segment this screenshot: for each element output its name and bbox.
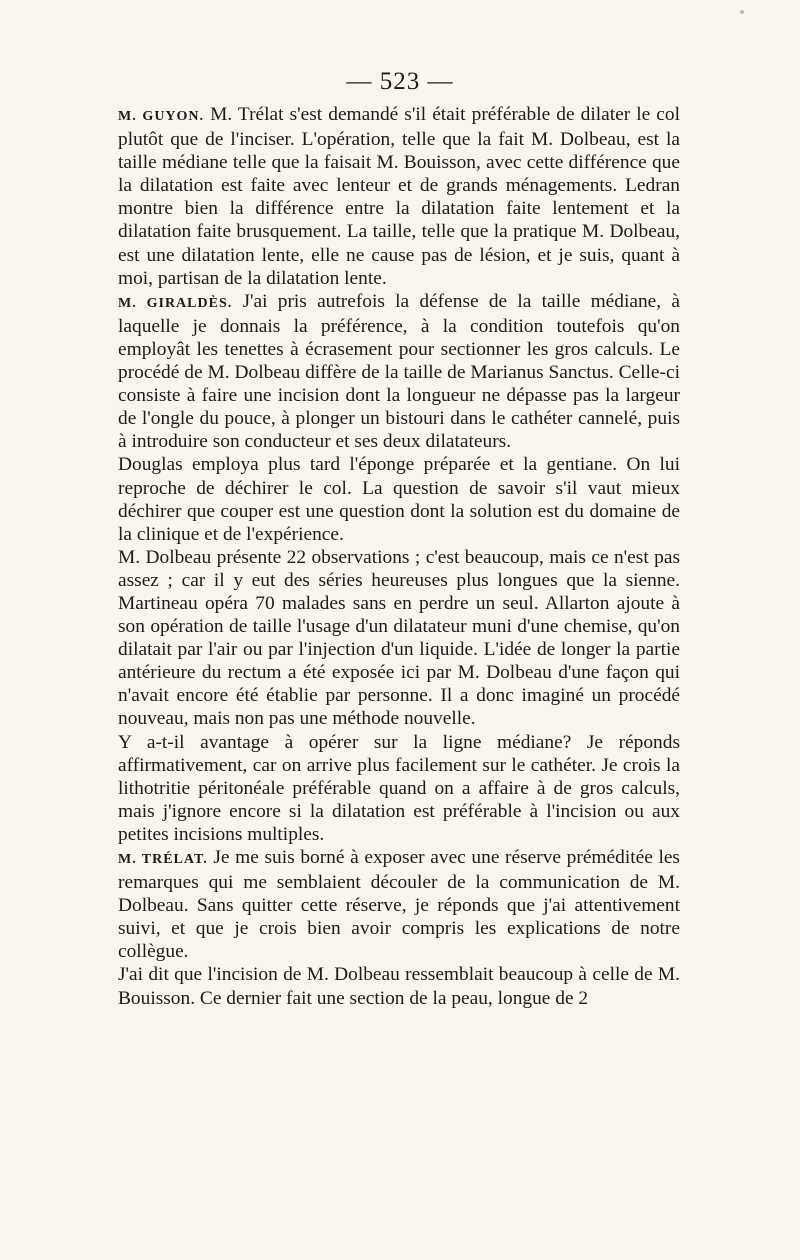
paragraph-text: J'ai pris autrefois la défense de la taille médiane, à laquelle je donnais la préférence, à la condition toutefois qu'on employât les tenettes à écrasement pour sectionner les gros calculs. Le procédé de M. Dolbeau diffère de la taille de Marianus Sanctus. Celle-ci consiste à faire une incision dont la longueur ne dépasse pas la largeur de l'ongle du pouce, à plonger un bistouri dans le cathéter cannelé, puis à introduire son conducteur et ses deux dilatateurs. xyxy=(118,290,680,453)
paragraph xyxy=(118,731,680,846)
paragraph-text: Je me suis borné à exposer avec une réserve préméditée les remarques qui me semblaient découler de la communication de M. Dolbeau. Sans quitter cette réserve, je réponds que j'ai attentivement suivi, et que je crois bien avoir compris les explications de notre collègue. xyxy=(118,847,680,963)
paragraph-text: Douglas employa plus tard l'éponge préparée et la gentiane. On lui reproche de déchirer le col. La question de savoir s'il vaut mieux déchirer que couper est une question dont la solution est du domaine de la clinique et de l'expérience. xyxy=(118,454,680,545)
paragraph xyxy=(118,103,680,290)
paragraph-text: J'ai dit que l'incision de M. Dolbeau ressemblait beaucoup à celle de M. Bouisson. Ce dernier fait une section de la peau, longue de 2 xyxy=(118,964,680,1009)
paragraph xyxy=(118,546,680,731)
paragraph-text: M. Trélat s'est demandé s'il était préférable de dilater le col plutôt que de l'inciser. L'opération, telle que la fait M. Dolbeau, est la taille médiane telle que la faisait M. Bouisson, avec cette différence que la dilatation est faite avec lenteur et de grands ménagements. Ledran montre bien la différence entre la dilatation faite lentement et la dilatation faite brusquement. La taille, telle que la pratique M. Dolbeau, est une dilatation lente, elle ne cause pas de lésion, et je suis, quant à moi, partisan de la dilatation lente. xyxy=(118,104,680,289)
speaker-name: M. GUYON. xyxy=(118,109,205,124)
paragraph xyxy=(118,290,680,454)
margin-speck xyxy=(740,10,744,14)
speaker-name: M. TRÉLAT. xyxy=(118,852,208,867)
paragraph xyxy=(118,846,680,963)
speaker-name: M. GIRALDÈS. xyxy=(118,295,233,311)
paragraph-text: Y a-t-il avantage à opérer sur la ligne médiane? Je réponds affirmativement, car on arrive plus facilement sur le cathéter. Je crois la lithotritie péritonéale préférable quand on a affaire à de gros calculs, mais j'ignore encore si la dilatation est préférable à l'incision ou aux petites incisions multiples. xyxy=(118,731,680,845)
page-number: — 523 — xyxy=(346,68,454,95)
paragraph-text: M. Dolbeau présente 22 observations ; c'est beaucoup, mais ce n'est pas assez ; car il y eut des séries heureuses plus longues que la sienne. Martineau opéra 70 malades sans en perdre un seul. Allarton ajoute à son opération de taille l'usage d'un dilatateur muni d'une chemise, qu'on dilatait par l'air ou par l'injection d'un liquide. L'idée de longer la partie antérieure du rectum a été exposée ici par M. Dolbeau d'une façon qui n'avait encore été établie par personne. Il a donc imaginé un procédé nouveau, mais non pas une méthode nouvelle. xyxy=(118,546,680,730)
body-text xyxy=(118,103,680,1010)
paragraph xyxy=(118,963,680,1009)
paragraph xyxy=(118,453,680,545)
